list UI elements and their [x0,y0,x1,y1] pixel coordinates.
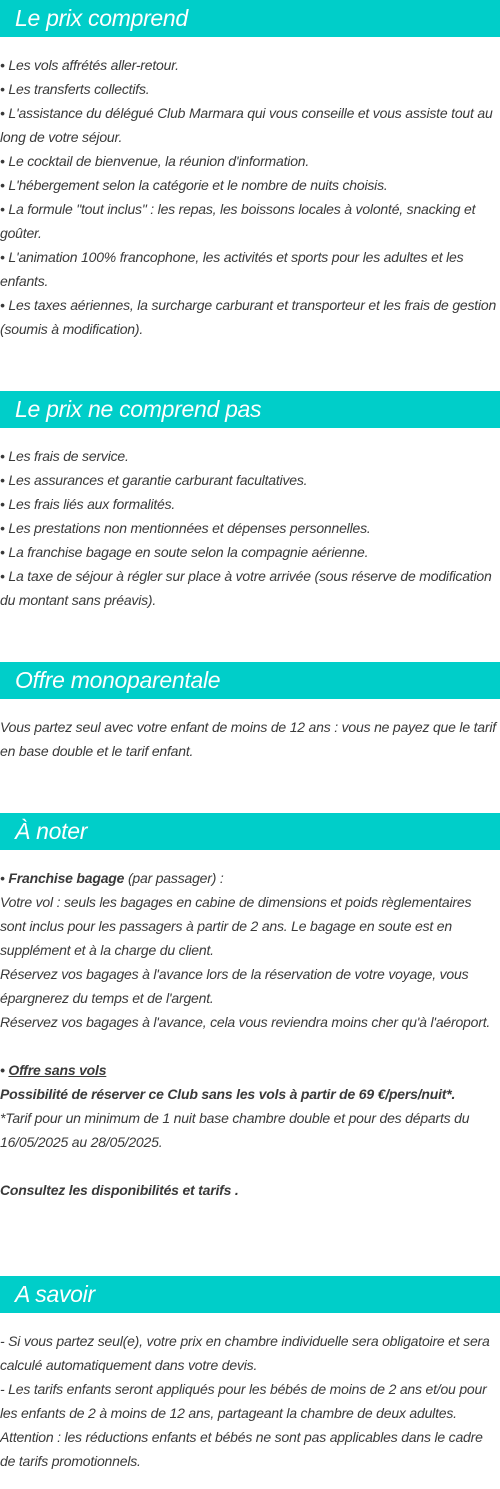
notes-block [0,866,500,1202]
section-title-le-prix-comprend: Le prix comprend [0,0,500,37]
list-item: • Les frais de service. [0,448,129,464]
consult-availability-link[interactable]: Consultez les disponibilités et tarifs . [0,1182,239,1198]
list-item: Attention : les réductions enfants et bébés ne sont pas applicables dans le cadre de tarifs promotionnels. [0,1429,483,1469]
bullet: • [0,870,9,886]
section-title-a-noter: À noter [0,813,500,850]
list-item: • Les prestations non mentionnées et dépenses personnelles. [0,520,371,536]
included-list [0,53,500,341]
list-item: • La franchise bagage en soute selon la compagnie aérienne. [0,544,369,560]
list-item: • Les transferts collectifs. [0,81,150,97]
list-item: • L'assistance du délégué Club Marmara qui vous conseille et vous assiste tout au long de votre séjour. [0,105,493,145]
section-title-le-prix-ne-comprend-pas: Le prix ne comprend pas [0,391,500,428]
list-item: • Les frais liés aux formalités. [0,496,176,512]
list-item: • Les taxes aériennes, la surcharge carburant et transporteur et les frais de gestion (soumis à modification). [0,297,497,337]
single-parent-offer-text [0,715,500,763]
franchise-line: Votre vol : seuls les bagages en cabine de dimensions et poids règlementaires sont inclus pour les passagers à partir de 2 ans. Le bagage en soute est en supplément et à la charge du client. [0,894,472,958]
offre-highlight: Possibilité de réserver ce Club sans les vols à partir de 69 €/pers/nuit*. [0,1086,456,1102]
list-item: • L'animation 100% francophone, les activités et sports pour les adultes et les enfants. [0,249,464,289]
offre-note: *Tarif pour un minimum de 1 nuit base chambre double et pour des départs du 16/05/2025 au 28/05/2025. [0,1110,470,1150]
list-item: • L'hébergement selon la catégorie et le nombre de nuits choisis. [0,177,388,193]
paragraph: Vous partez seul avec votre enfant de moins de 12 ans : vous ne payez que le tarif en base double et le tarif enfant. [0,719,496,759]
franchise-line: Réservez vos bagages à l'avance lors de la réservation de votre voyage, vous épargnerez du temps et de l'argent. [0,966,469,1006]
good-to-know-list [0,1329,500,1473]
list-item: - Les tarifs enfants seront appliqués pour les bébés de moins de 2 ans et/ou pour les enfants de 2 à moins de 12 ans, partageant la chambre de deux adultes. [0,1381,487,1421]
franchise-heading [0,866,500,890]
list-item: • La formule "tout inclus" : les repas, les boissons locales à volonté, snacking et goûter. [0,201,476,241]
franchise-label: Franchise bagage [8,870,125,886]
excluded-list [0,444,500,612]
bullet: • [0,1062,9,1078]
list-item: - Si vous partez seul(e), votre prix en chambre individuelle sera obligatoire et sera calculé automatiquement dans votre devis. [0,1333,490,1373]
franchise-line: Réservez vos bagages à l'avance, cela vous reviendra moins cher qu'à l'aéroport. [0,1014,491,1030]
franchise-suffix: (par passager) : [124,870,224,886]
section-title-offre-monoparentale: Offre monoparentale [0,662,500,699]
list-item: • Le cocktail de bienvenue, la réunion d'information. [0,153,310,169]
list-item: • Les vols affrétés aller-retour. [0,57,179,73]
section-title-a-savoir: A savoir [0,1276,500,1313]
offre-heading [0,1058,500,1082]
offre-sans-vols-label: Offre sans vols [8,1062,107,1078]
list-item: • Les assurances et garantie carburant facultatives. [0,472,308,488]
list-item: • La taxe de séjour à régler sur place à votre arrivée (sous réserve de modification du montant sans préavis). [0,568,492,608]
